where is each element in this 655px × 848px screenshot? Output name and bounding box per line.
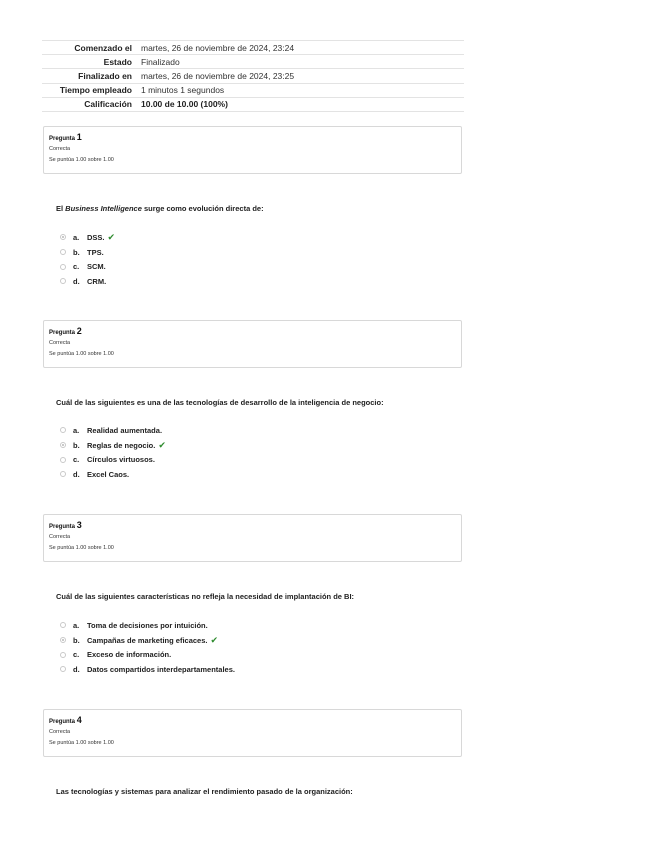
answer-option[interactable] — [60, 245, 115, 260]
answer-text: Círculos virtuosos. — [87, 455, 155, 465]
answer-text: Exceso de información. — [87, 650, 172, 660]
question-grade: Se puntúa 1.00 sobre 1.00 — [49, 740, 114, 746]
question-number — [49, 327, 456, 337]
radio-icon[interactable] — [60, 249, 66, 255]
question-text — [56, 204, 264, 213]
answer-option[interactable] — [60, 647, 235, 662]
attempt-summary-table — [42, 40, 464, 112]
answer-letter: d. — [73, 276, 80, 286]
answer-text: TPS. — [87, 247, 104, 257]
answer-letter: a. — [73, 620, 80, 630]
answer-option[interactable] — [60, 662, 235, 677]
question-text-part: surge como evolución directa de: — [141, 204, 264, 213]
answer-option[interactable] — [60, 467, 166, 482]
answer-letter: d. — [73, 469, 80, 479]
question-info-box — [43, 709, 462, 757]
question-prefix: Pregunta — [49, 719, 76, 725]
summary-row-finished — [42, 69, 464, 83]
answer-text: Datos compartidos interdepartamentales. — [87, 664, 235, 674]
question-grade: Se puntúa 1.00 sobre 1.00 — [49, 545, 114, 551]
question-state: Correcta — [49, 340, 71, 346]
question-text: Las tecnologías y sistemas para analizar el rendimiento pasado de la organización: — [56, 787, 353, 796]
summary-label: Finalizado en — [42, 69, 137, 83]
question-prefix: Pregunta — [49, 330, 76, 336]
question-number — [49, 521, 456, 531]
summary-value: 10.00 de 10.00 (100%) — [137, 97, 464, 111]
summary-label: Estado — [42, 55, 137, 69]
question-state: Correcta — [49, 534, 71, 540]
answer-option[interactable] — [60, 423, 166, 438]
answer-list — [60, 230, 115, 289]
summary-value: martes, 26 de noviembre de 2024, 23:24 — [137, 41, 464, 55]
radio-icon[interactable] — [60, 427, 66, 433]
question-text: Cuál de las siguientes es una de las tecnologías de desarrollo de la inteligencia de negocio: — [56, 398, 384, 407]
radio-icon[interactable] — [60, 457, 66, 463]
question-text-part: El — [56, 204, 66, 213]
summary-label: Tiempo empleado — [42, 83, 137, 97]
question-number-value: 1 — [76, 132, 82, 142]
summary-row-time — [42, 83, 464, 97]
answer-letter: d. — [73, 664, 80, 674]
checkmark-icon: ✔ — [107, 231, 116, 242]
answer-letter: c. — [73, 262, 80, 272]
summary-row-state — [42, 55, 464, 69]
summary-value: martes, 26 de noviembre de 2024, 23:25 — [137, 69, 464, 83]
question-number-value: 4 — [76, 715, 82, 725]
summary-row-started — [42, 41, 464, 55]
radio-icon[interactable] — [60, 264, 66, 270]
answer-option[interactable] — [60, 230, 115, 245]
question-info-box — [43, 126, 462, 174]
question-prefix: Pregunta — [49, 136, 76, 142]
summary-value: 1 minutos 1 segundos — [137, 83, 464, 97]
summary-label: Comenzado el — [42, 41, 137, 55]
checkmark-icon: ✔ — [210, 634, 219, 645]
question-prefix: Pregunta — [49, 524, 76, 530]
radio-icon[interactable] — [60, 666, 66, 672]
radio-icon[interactable] — [60, 442, 66, 448]
answer-option[interactable] — [60, 633, 235, 648]
question-number — [49, 716, 456, 726]
question-info-box — [43, 514, 462, 562]
answer-text: SCM. — [87, 262, 106, 272]
question-number-value: 3 — [76, 520, 82, 530]
radio-icon[interactable] — [60, 652, 66, 658]
answer-text: Campañas de marketing eficaces. — [87, 635, 208, 645]
radio-icon[interactable] — [60, 622, 66, 628]
answer-letter: b. — [73, 635, 80, 645]
question-number — [49, 133, 456, 143]
answer-letter: b. — [73, 440, 80, 450]
summary-value: Finalizado — [137, 55, 464, 69]
answer-letter: c. — [73, 650, 80, 660]
summary-row-grade — [42, 97, 464, 111]
question-state: Correcta — [49, 146, 71, 152]
answer-list — [60, 423, 166, 482]
answer-option[interactable] — [60, 438, 166, 453]
summary-label: Calificación — [42, 97, 137, 111]
answer-letter: b. — [73, 247, 80, 257]
answer-option[interactable] — [60, 618, 235, 633]
radio-icon[interactable] — [60, 471, 66, 477]
question-grade: Se puntúa 1.00 sobre 1.00 — [49, 351, 114, 357]
answer-option[interactable] — [60, 274, 115, 289]
radio-icon[interactable] — [60, 234, 66, 240]
answer-text: Excel Caos. — [87, 469, 130, 479]
question-text: Cuál de las siguientes características no refleja la necesidad de implantación de BI: — [56, 592, 355, 601]
question-text-emphasis: Business Intelligence — [65, 204, 142, 213]
question-number-value: 2 — [76, 326, 82, 336]
answer-text: Toma de decisiones por intuición. — [87, 620, 208, 630]
radio-icon[interactable] — [60, 278, 66, 284]
answer-letter: a. — [73, 232, 80, 242]
answer-letter: a. — [73, 425, 80, 435]
question-state: Correcta — [49, 729, 71, 735]
answer-text: CRM. — [87, 276, 107, 286]
checkmark-icon: ✔ — [158, 439, 166, 450]
answer-text: Reglas de negocio. — [87, 440, 156, 450]
radio-icon[interactable] — [60, 637, 66, 643]
answer-letter: c. — [73, 455, 80, 465]
question-grade: Se puntúa 1.00 sobre 1.00 — [49, 157, 114, 163]
answer-text: DSS. — [87, 232, 105, 242]
answer-option[interactable] — [60, 259, 115, 274]
question-info-box — [43, 320, 462, 368]
answer-text: Realidad aumentada. — [87, 425, 163, 435]
answer-option[interactable] — [60, 452, 166, 467]
answer-list — [60, 618, 235, 677]
